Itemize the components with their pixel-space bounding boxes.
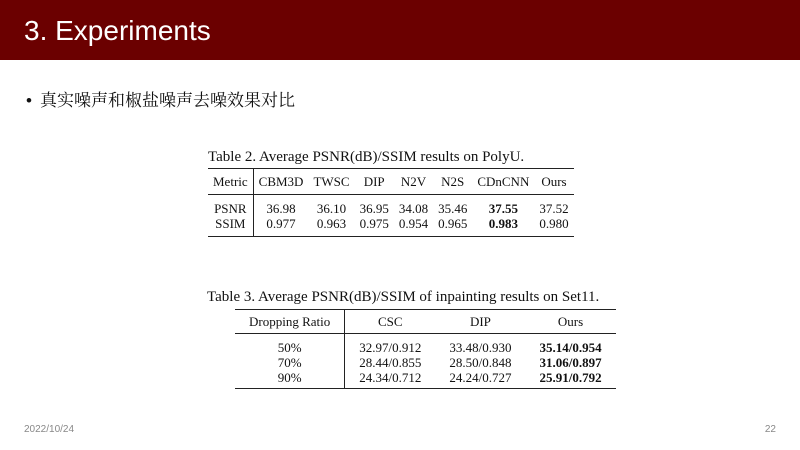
table-cell: 33.48/0.930 [449, 340, 512, 355]
table-cell: 37.52 [539, 201, 569, 216]
table-cell: 0.983 [488, 216, 518, 231]
table-row [235, 334, 616, 356]
table-row [235, 370, 616, 389]
table-cell: 70% [235, 355, 345, 370]
table-cell: 34.08 [398, 201, 429, 216]
table-3-header-csc: CSC [378, 314, 403, 329]
table-3-header-ours: Ours [557, 314, 584, 329]
table-2-header-n2s: N2S [441, 174, 465, 189]
table-cell: 35.14/0.954 [539, 340, 602, 355]
table-row [235, 355, 616, 370]
table-2-header-n2v: N2V [400, 174, 427, 189]
slide-title: 3. Experiments [24, 15, 211, 46]
table-cell: 24.34/0.712 [359, 370, 422, 385]
table-row [208, 195, 574, 217]
page-number: 22 [764, 424, 776, 435]
bullet-item [26, 90, 295, 112]
table-2 [208, 168, 574, 237]
table-row [208, 216, 574, 237]
table-cell: 0.975 [359, 216, 389, 231]
table-3-block [207, 288, 616, 389]
table-2-block [208, 148, 574, 237]
table-2-header-cbm3d: CBM3D [258, 174, 304, 189]
table-cell: 28.44/0.855 [359, 355, 422, 370]
table-3 [235, 309, 616, 389]
table-cell: 24.24/0.727 [449, 370, 512, 385]
table-cell: 0.963 [316, 216, 347, 231]
table-2-header-ours: Ours [541, 174, 567, 189]
table-2-header-cdncnn: CDnCNN [477, 174, 530, 189]
table-3-header-dip: DIP [469, 314, 491, 329]
table-cell: 0.954 [398, 216, 429, 231]
table-2-caption: Table 2. Average PSNR(dB)/SSIM results on PolyU. [208, 149, 525, 165]
title-bar [0, 0, 800, 60]
table-3-header-dropping-ratio: Dropping Ratio [235, 310, 345, 334]
table-2-header-metric: Metric [208, 169, 253, 195]
footer-date: 2022/10/24 [24, 424, 75, 435]
table-2-header-row [208, 169, 574, 195]
table-cell: 0.965 [438, 216, 468, 231]
table-3-header-row [235, 310, 616, 334]
table-cell: 36.10 [316, 201, 347, 216]
table-3-caption: Table 3. Average PSNR(dB)/SSIM of inpainting results on Set11. [207, 289, 600, 305]
table-2-header-dip: DIP [363, 174, 385, 189]
table-cell: 28.50/0.848 [449, 355, 512, 370]
table-cell: 37.55 [488, 201, 518, 216]
table-cell: 31.06/0.897 [539, 355, 602, 370]
table-cell: 90% [235, 370, 345, 389]
table-cell: 0.980 [539, 216, 569, 231]
table-cell: 32.97/0.912 [359, 340, 422, 355]
table-cell: 35.46 [438, 201, 468, 216]
table-2-header-twsc: TWSC [313, 174, 350, 189]
table-cell: 36.95 [359, 201, 389, 216]
table-cell: 25.91/0.792 [539, 370, 602, 385]
table-cell: 0.977 [266, 216, 296, 231]
table-cell: PSNR [208, 195, 253, 217]
table-cell: 36.98 [266, 201, 296, 216]
bullet-dot-icon: • [26, 91, 32, 110]
table-cell: 50% [235, 334, 345, 356]
bullet-text: 真实噪声和椒盐噪声去噪效果对比 [40, 91, 295, 110]
table-cell: SSIM [208, 216, 253, 237]
